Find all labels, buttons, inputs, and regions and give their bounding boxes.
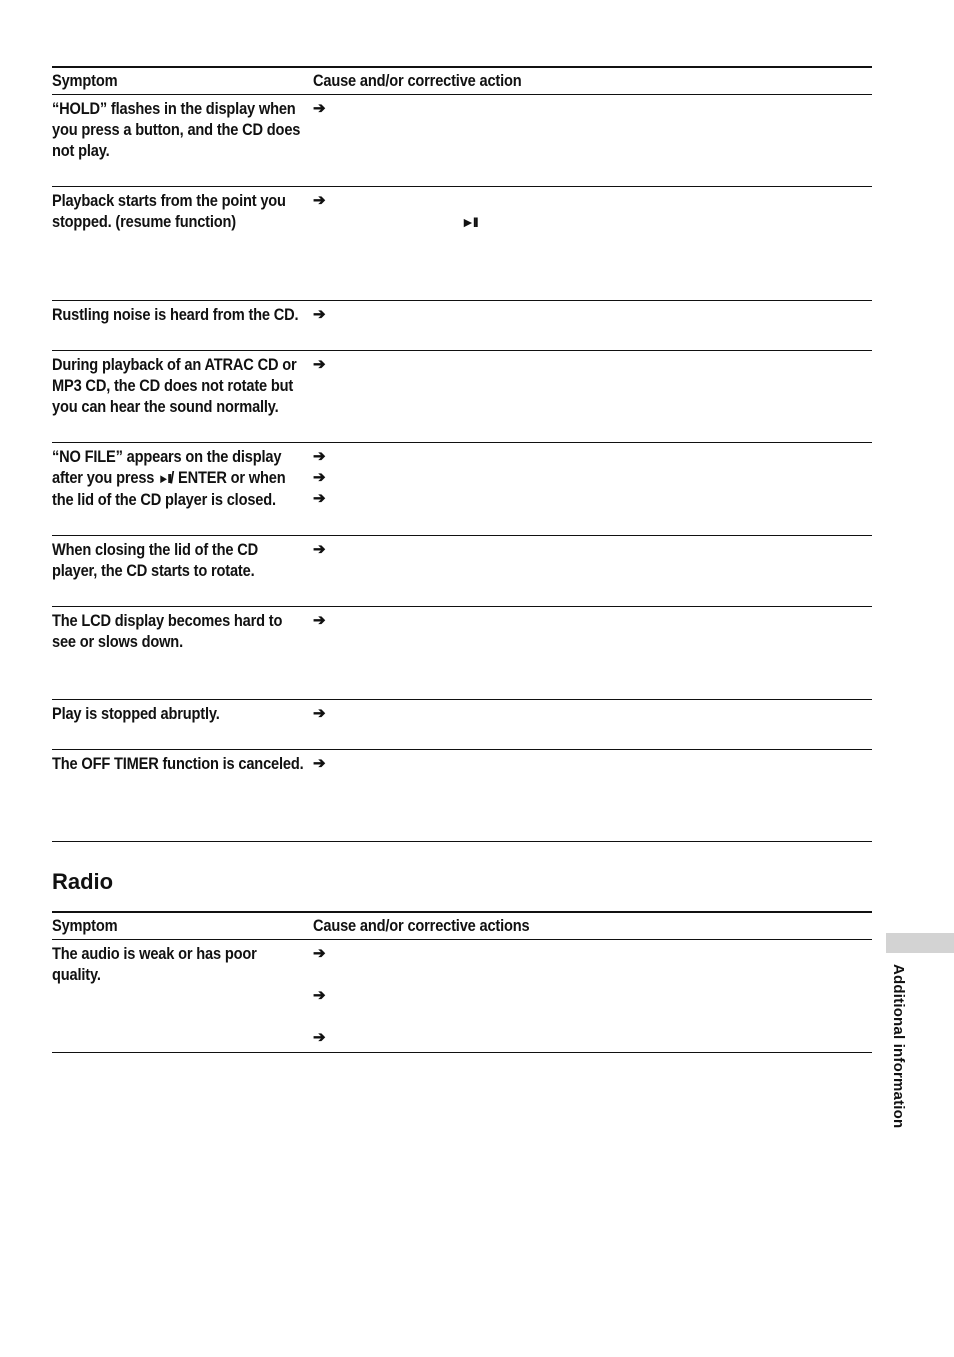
- arrow-right-icon: ➔: [313, 945, 326, 962]
- cause-cell: [313, 940, 872, 1053]
- arrow-right-icon: ➔: [313, 705, 326, 722]
- cause-cell: [313, 700, 872, 750]
- symptom-cell: “NO FILE” appears on the display after you press ►II/ ENTER or when the lid of the CD player is closed.: [52, 447, 286, 509]
- cause-cell: [313, 750, 872, 842]
- play-pause-icon: ►II: [461, 214, 477, 230]
- table-row: [52, 301, 872, 351]
- cause-cell: [313, 301, 872, 351]
- arrow-right-icon: ➔: [313, 469, 326, 486]
- arrow-right-icon: ➔: [313, 987, 326, 1004]
- section-title-radio: Radio: [52, 869, 114, 894]
- arrow-right-icon: ➔: [313, 100, 326, 117]
- symptom-cell: Rustling noise is heard from the CD.: [52, 305, 299, 324]
- cause-header: Cause and/or corrective actions: [313, 916, 530, 935]
- symptom-cell: The LCD display becomes hard to see or slows down.: [52, 611, 283, 651]
- arrow-right-icon: ➔: [313, 490, 326, 507]
- table-row: [52, 700, 872, 750]
- table-row: [52, 536, 872, 607]
- radio-troubleshooting-table: [52, 911, 872, 1053]
- cause-cell: [313, 443, 872, 536]
- symptom-header: Symptom: [52, 71, 118, 90]
- table-row: [52, 443, 872, 536]
- symptom-header: Symptom: [52, 916, 118, 935]
- symptom-cell: Play is stopped abruptly.: [52, 704, 220, 723]
- symptom-cell: During playback of an ATRAC CD or MP3 CD, the CD does not rotate but you can hear the sound normally.: [52, 355, 297, 416]
- cause-cell: [313, 536, 872, 607]
- table-header-row: [52, 67, 872, 95]
- table-header-row: [52, 912, 872, 940]
- table-row: [52, 95, 872, 187]
- arrow-right-icon: ➔: [313, 356, 326, 373]
- arrow-right-icon: ➔: [313, 541, 326, 558]
- arrow-right-icon: ➔: [313, 306, 326, 323]
- cause-cell: [313, 351, 872, 443]
- cause-cell: [313, 95, 872, 187]
- symptom-cell: “HOLD” flashes in the display when you press a button, and the CD does not play.: [52, 99, 301, 160]
- cause-cell: [313, 187, 872, 301]
- arrow-right-icon: ➔: [313, 755, 326, 772]
- table-row: [52, 750, 872, 842]
- side-section-label: Additional information: [890, 964, 907, 1129]
- table-row: [52, 940, 872, 1053]
- symptom-cell: Playback starts from the point you stopped. (resume function): [52, 191, 286, 231]
- arrow-right-icon: ➔: [313, 192, 326, 209]
- table-row: [52, 351, 872, 443]
- symptom-cell: The audio is weak or has poor quality.: [52, 944, 257, 984]
- symptom-cell: When closing the lid of the CD player, the CD starts to rotate.: [52, 540, 259, 580]
- play-pause-icon: ►II: [158, 471, 171, 486]
- table-row: [52, 187, 872, 301]
- cd-troubleshooting-table: [52, 66, 872, 842]
- cause-header: Cause and/or corrective action: [313, 71, 522, 90]
- cause-cell: [313, 607, 872, 700]
- symptom-cell: The OFF TIMER function is canceled.: [52, 754, 304, 773]
- table-row: [52, 607, 872, 700]
- section-thumb-tab: [886, 933, 954, 953]
- arrow-right-icon: ➔: [313, 1029, 326, 1046]
- arrow-right-icon: ➔: [313, 448, 326, 465]
- arrow-right-icon: ➔: [313, 612, 326, 629]
